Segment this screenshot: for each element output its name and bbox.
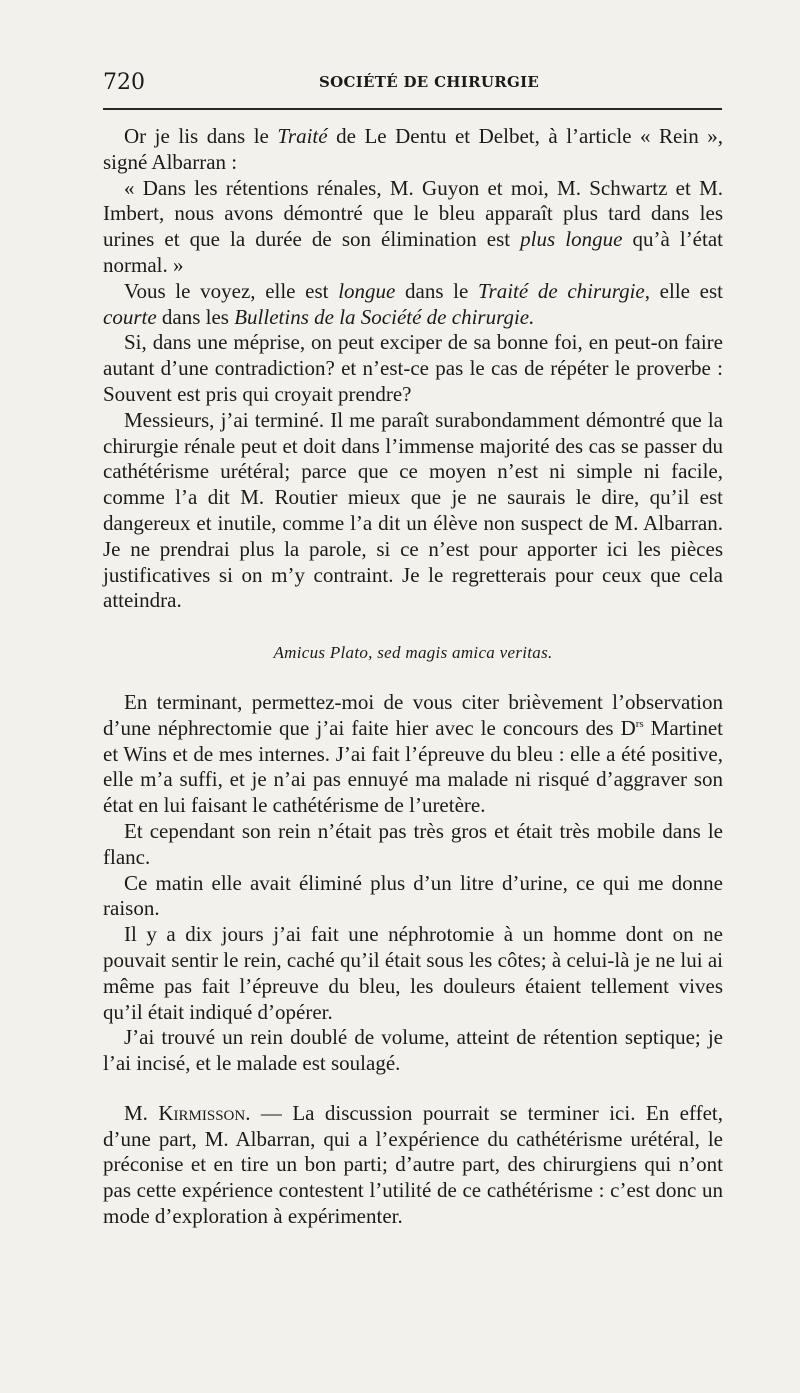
- paragraph-6: En terminant, permettez-moi de vous citer brièvement l’observation d’une néphrectomie que j’ai faite hier avec le concours des $D^{rs}$ Martinet et Wins et de mes internes. J’ai fait l’épreuve du bleu : elle a été positive, elle m’a suffi, et je n’ai pas ennuyé ma malade ni risqué d’aggraver son état en lui faisant le cathétérisme de l’uretère.: [103, 689, 723, 818]
- epigraph: Amicus Plato, sed magis amica veritas.: [273, 643, 553, 663]
- running-head: SOCIÉTÉ DE CHIRURGIE: [319, 73, 540, 91]
- paragraph-1: Or je lis dans le Traité de Le Dentu et Delbet, à l’article « Rein », signé Albarran :: [103, 124, 723, 174]
- paragraph-10: J’ai trouvé un rein doublé de volume, atteint de rétention septique; je l’ai incisé, et le malade est soulagé.: [103, 1025, 723, 1076]
- paragraph-7: Et cependant son rein n’était pas très gros et était très mobile dans le flanc.: [103, 818, 723, 869]
- section-gap: [103, 1077, 723, 1101]
- speaker-name: M. Kirmisson.: [124, 1100, 251, 1125]
- paragraph-11: M. Kirmisson. — La discussion pourrait se terminer ici. En effet, d’une part, M. Albarran, qui a l’expérience du cathétérisme urétéral, le préconise et en tire un bon parti; d’autre part, des chirurgiens qui n’ont pas cette expérience contestent l’utilité de ce cathétérisme : c’est donc un mode d’exploration à expérimenter.: [103, 1100, 723, 1229]
- paragraph-3: Vous le voyez, elle est longue dans le Traité de chirurgie, elle est courte dans les Bulletins de la Société de chirurgie.: [103, 278, 723, 329]
- paragraph-2: « Dans les rétentions rénales, M. Guyon et moi, M. Schwartz et M. Imbert, nous avons démontré que le bleu apparaît plus tard dans les urines et que la durée de son élimination est plus longue qu’à l’état normal. »: [103, 175, 723, 277]
- paragraph-8: Ce matin elle avait éliminé plus d’un litre d’urine, ce qui me donne raison.: [103, 870, 723, 921]
- header-rule: [103, 108, 722, 110]
- paragraph-4: Si, dans une méprise, on peut exciper de sa bonne foi, en peut-on faire autant d’une contradiction? et n’est-ce pas le cas de répéter le proverbe : Souvent est pris qui croyait prendre?: [103, 330, 723, 406]
- body-text: [103, 124, 723, 1230]
- page-header: [103, 70, 723, 100]
- paragraph-5: Messieurs, j’ai terminé. Il me paraît surabondamment démontré que la chirurgie rénale peut et doit dans l’immense majorité des cas se passer du cathétérisme urétéral; parce que ce moyen n’est ni simple ni facile, comme l’a dit M. Routier mieux que je ne saurais le dire, qu’il est dangereux et inutile, comme l’a dit un élève non suspect de M. Albarran. Je ne prendrai plus la parole, si ce n’est pour apporter ici les pièces justificatives si on m’y contraint. Je le regretterais pour ceux que cela atteindra.: [103, 407, 723, 613]
- page-number: 720: [103, 70, 145, 95]
- paragraph-9: Il y a dix jours j’ai fait une néphrotomie à un homme dont on ne pouvait sentir le rein, caché qu’il était sous les côtes; à celui-là je ne lui ai même pas fait l’épreuve du bleu, les douleurs étaient tellement vives qu’il était indiqué d’opérer.: [103, 922, 723, 1024]
